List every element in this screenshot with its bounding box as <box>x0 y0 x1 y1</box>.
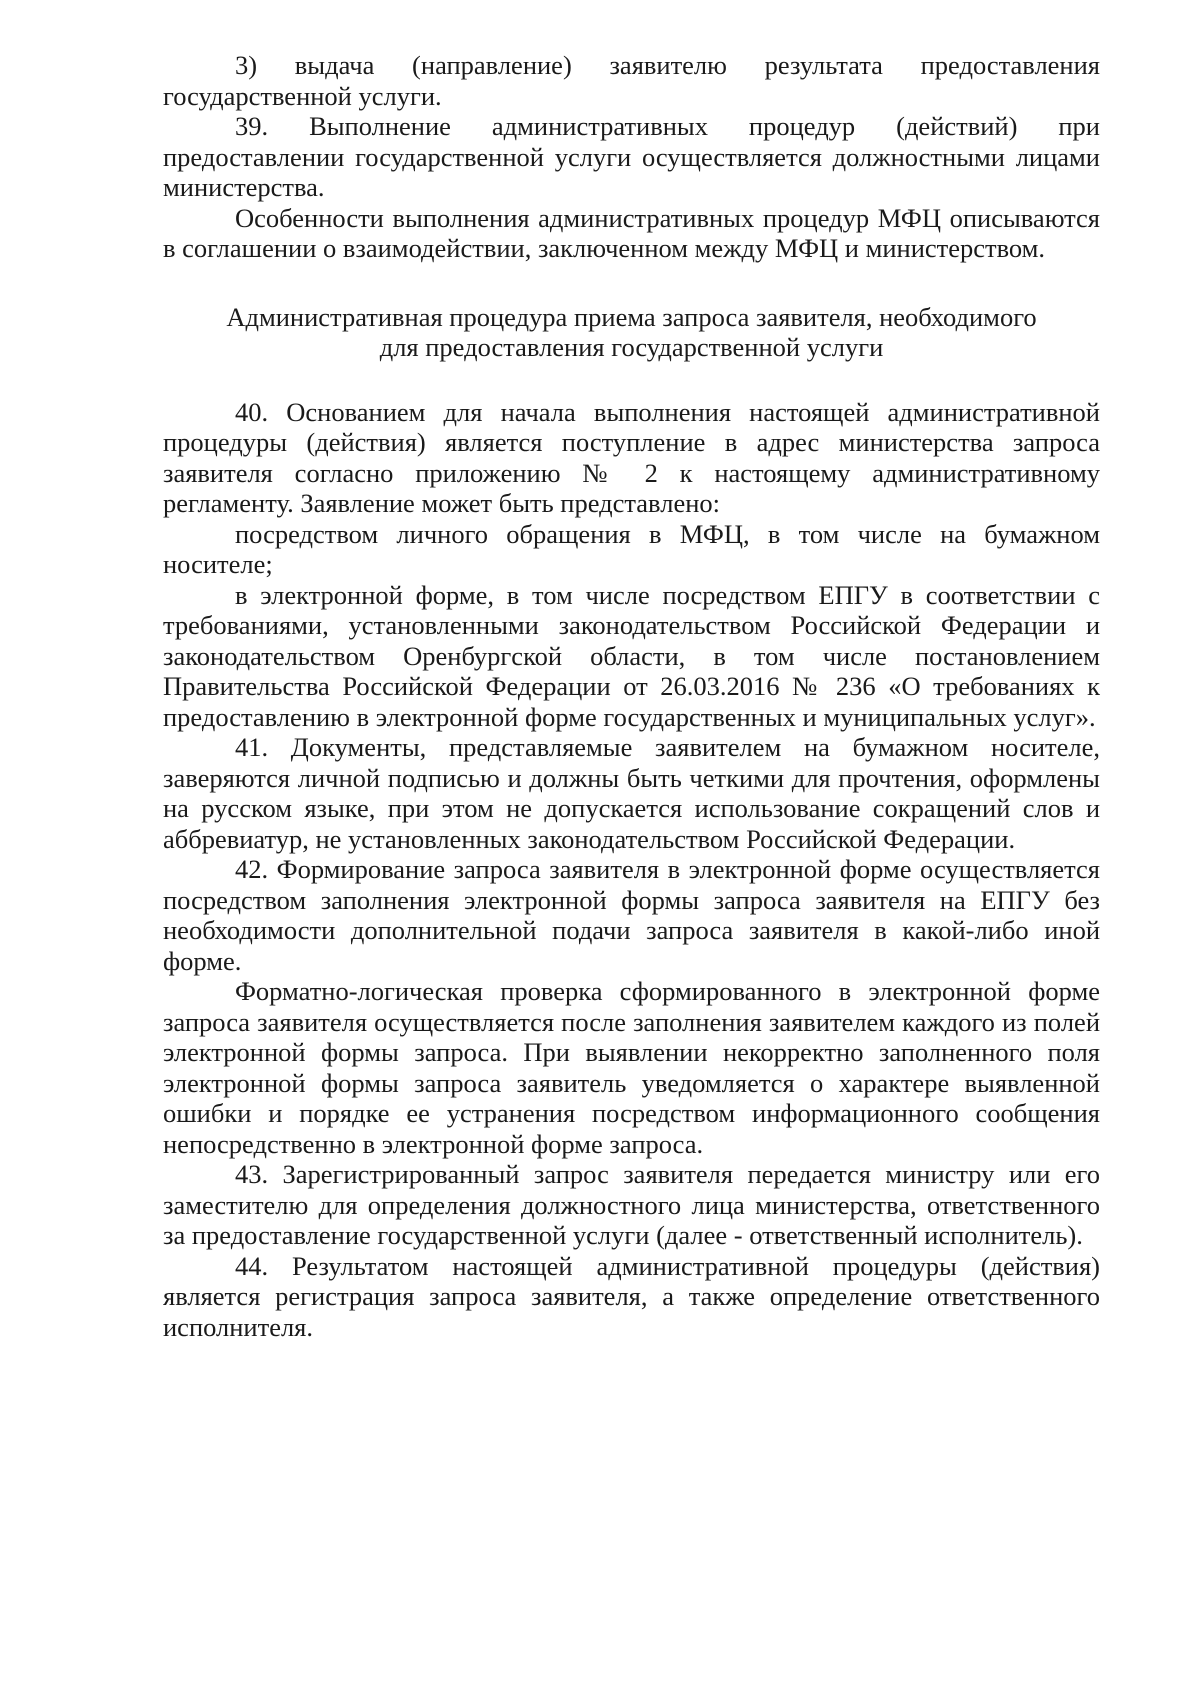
paragraph-item-3: 3) выдача (направление) заявителю результата предоставления государственной услуги. <box>163 50 1100 111</box>
paragraph-format-check: Форматно-логическая проверка сформированного в электронной форме запроса заявителя осуществляется после заполнения заявителем каждого из полей электронной формы запроса. При выявлении некорректно заполненного поля электронной формы запроса заявитель уведомляется о характере выявленной ошибки и порядке ее устранения посредством информационного сообщения непосредственно в электронной форме запроса. <box>163 976 1100 1159</box>
paragraph-42: 42. Формирование запроса заявителя в электронной форме осуществляется посредством заполнения электронной формы запроса заявителя на ЕПГУ без необходимости дополнительной подачи запроса заявителя в какой-либо иной форме. <box>163 854 1100 976</box>
paragraph-mfc-features: Особенности выполнения административных процедур МФЦ описываются в соглашении о взаимодействии, заключенном между МФЦ и министерством. <box>163 202 1100 263</box>
paragraph-43: 43. Зарегистрированный запрос заявителя передается министру или его заместителю для определения должностного лица министерства, ответственного за предоставление государственной услуги (далее - ответственный исполнитель). <box>163 1159 1100 1250</box>
section-heading <box>163 302 1100 363</box>
paragraph-40: 40. Основанием для начала выполнения настоящей административной процедуры (действия) является поступление в адрес министерства запроса заявителя согласно приложению № 2 к настоящему административному регламенту. Заявление может быть представлено: <box>163 396 1100 518</box>
section-heading-line-2: для предоставления государственной услуги <box>379 332 884 362</box>
paragraph-personal-appeal: посредством личного обращения в МФЦ, в том числе на бумажном носителе; <box>163 518 1100 579</box>
section-heading-line-1: Административная процедура приема запроса заявителя, необходимого <box>226 301 1037 332</box>
paragraph-44: 44. Результатом настоящей административной процедуры (действия) является регистрация запроса заявителя, а также определение ответственного исполнителя. <box>163 1250 1100 1342</box>
paragraph-41: 41. Документы, представляемые заявителем на бумажном носителе, заверяются личной подписью и должны быть четкими для прочтения, оформлены на русском языке, при этом не допускается использование сокращений слов и аббревиатур, не установленных законодательством Российской Федерации. <box>163 732 1100 854</box>
paragraph-electronic-form: в электронной форме, в том числе посредством ЕПГУ в соответствии с требованиями, установленными законодательством Российской Федерации и законодательством Оренбургской области, в том числе постановлением Правительства Российской Федерации от 26.03.2016 № 236 «О требованиях к предоставлению в электронной форме государственных и муниципальных услуг». <box>163 579 1100 732</box>
paragraph-39: 39. Выполнение административных процедур (действий) при предоставлении государственной услуги осуществляется должностными лицами министерства. <box>163 111 1100 202</box>
